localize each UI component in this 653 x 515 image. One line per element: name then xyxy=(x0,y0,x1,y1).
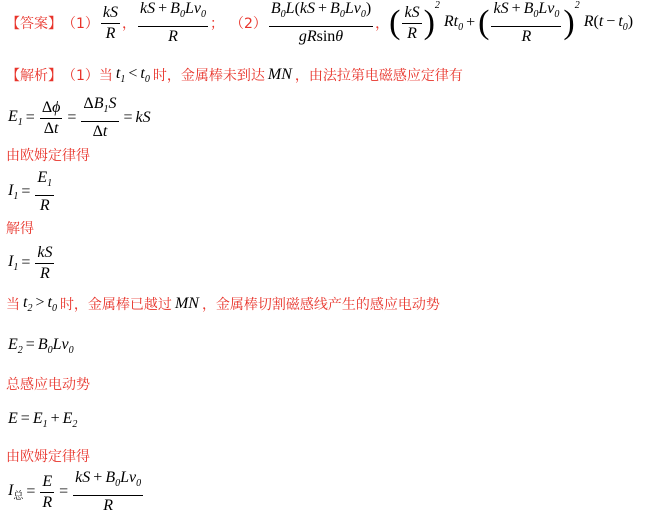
answer-separator: ； xyxy=(209,16,224,32)
formula-i-total: $I_总$ = $\frac{E}{R}$ = $\frac{kS + B_0Lv_0}{R}$ xyxy=(8,469,142,514)
analysis-line-t2 xyxy=(6,293,440,315)
answer-tag: 【答案】 xyxy=(6,16,62,32)
formula-e2: $E_2 = B_0Lv_0$ xyxy=(8,336,74,357)
analysis-text: ，金属棒切割磁感线产生的感应电动势 xyxy=(201,297,440,313)
formula-i1-result: $I_1$ = $\frac{kS}{R}$ xyxy=(8,243,53,282)
answer-formula-1: $\frac{kS}{R}$ xyxy=(102,3,119,42)
answer-line xyxy=(6,2,633,44)
inline-condition-2: $t_2 > t_0$ xyxy=(23,293,57,315)
analysis-text: 时，金属棒未到达 xyxy=(152,68,265,84)
formula-e-total: $E = E_1 + E_2$ xyxy=(8,410,78,431)
mn-label: MN xyxy=(267,66,292,83)
answer-separator: ， xyxy=(375,16,390,32)
inline-condition-1: $t_1 < t_0$ xyxy=(115,64,150,86)
answer-separator: ， xyxy=(122,16,137,32)
ohm-law-text-1: 由欧姆定律得 xyxy=(6,148,90,164)
formula-i1-e1: $I_1$ = $\frac{E_1}{R}$ xyxy=(8,169,53,214)
mn-label: MN xyxy=(174,295,199,312)
total-emf-text: 总感应电动势 xyxy=(6,377,90,393)
analysis-text: 当 xyxy=(6,297,20,313)
analysis-text: ，由法拉第电磁感应定律有 xyxy=(294,68,463,84)
analysis-text: （1）当 xyxy=(62,68,113,84)
analysis-tag: 【解析】 xyxy=(6,68,62,84)
answer-formula-4: ( $\frac{kS}{R}$ ) $^2$ $Rt_0$ + ( $\frac{kS + B_0Lv_0}{R}$ ) $^2$ $R(t - t_0)$ xyxy=(389,0,634,45)
answer-part1-label: （1） xyxy=(62,16,99,32)
analysis-line-1 xyxy=(6,64,463,86)
answer-formula-2: $\frac{kS + B_0Lv_0}{R}$ xyxy=(140,0,206,45)
formula-e1: $E_1$ = $\frac{\Delta\phi}{\Delta t}$ = $\frac{\Delta B_1S}{\Delta t}$ = kS xyxy=(8,95,151,140)
answer-formula-3: $\frac{B_0L(kS + B_0Lv_0)}{gRsin\theta}$ xyxy=(270,0,372,45)
ohm-law-text-2: 由欧姆定律得 xyxy=(6,449,90,465)
analysis-text: 时，金属棒已越过 xyxy=(59,297,172,313)
answer-part2-label: （2） xyxy=(229,16,267,32)
solve-text: 解得 xyxy=(6,221,34,237)
